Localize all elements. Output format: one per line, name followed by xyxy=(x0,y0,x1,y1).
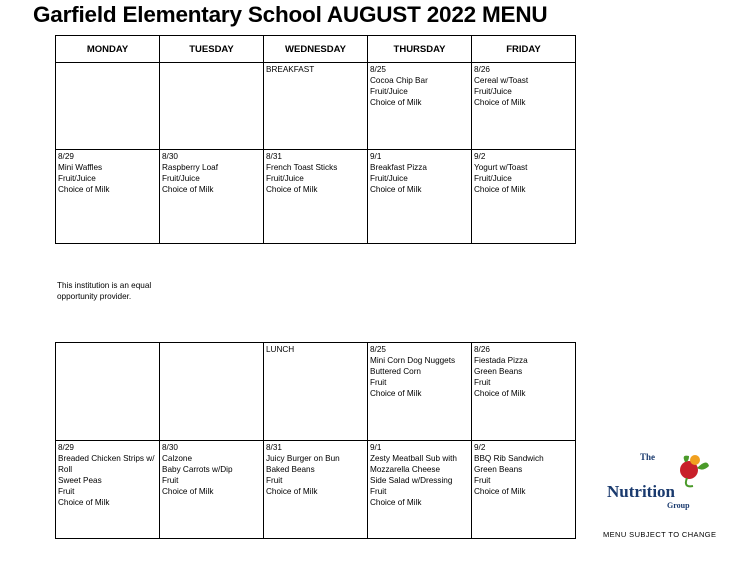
menu-item: BBQ Rib Sandwich xyxy=(474,454,544,463)
menu-item: Breaded Chicken Strips w/ xyxy=(58,454,155,463)
menu-cell-heading: 8/25 xyxy=(370,345,386,354)
menu-cell xyxy=(472,343,576,441)
menu-item: Green Beans xyxy=(474,465,523,474)
menu-item: Fruit/Juice xyxy=(474,87,512,96)
menu-change-note: MENU SUBJECT TO CHANGE xyxy=(603,530,717,539)
menu-item: Choice of Milk xyxy=(370,498,422,507)
menu-item: Fruit xyxy=(370,487,387,496)
menu-item: Fruit/Juice xyxy=(370,174,408,183)
menu-item: Side Salad w/Dressing xyxy=(370,476,453,485)
menu-cell-heading: LUNCH xyxy=(266,345,295,354)
menu-item: Sweet Peas xyxy=(58,476,102,485)
menu-cell xyxy=(472,150,576,244)
menu-cell xyxy=(264,343,368,441)
menu-cell-heading: 8/30 xyxy=(162,152,178,161)
menu-item: Fruit xyxy=(370,378,387,387)
menu-item: Raspberry Loaf xyxy=(162,163,218,172)
menu-item: Mini Corn Dog Nuggets xyxy=(370,356,456,365)
menu-item: Choice of Milk xyxy=(474,487,526,496)
menu-item: Cereal w/Toast xyxy=(474,76,529,85)
menu-item: Mini Waffles xyxy=(58,163,103,172)
menu-item: Choice of Milk xyxy=(58,498,110,507)
menu-item: Choice of Milk xyxy=(370,389,422,398)
menu-cell-heading: 8/31 xyxy=(266,443,282,452)
day-header-monday: MONDAY xyxy=(56,36,160,63)
menu-cell-heading: 8/29 xyxy=(58,152,74,161)
breakfast-week2-row xyxy=(56,150,576,244)
menu-item: Fruit xyxy=(474,378,491,387)
menu-cell-heading: 8/30 xyxy=(162,443,178,452)
menu-cell-heading: 8/26 xyxy=(474,345,490,354)
menu-item: Green Beans xyxy=(474,367,523,376)
menu-item: Fruit/Juice xyxy=(58,174,96,183)
logo-name-text: Nutrition xyxy=(607,482,675,501)
menu-cell xyxy=(160,63,264,150)
menu-cell-heading: BREAKFAST xyxy=(266,65,315,74)
menu-item: Fruit/Juice xyxy=(266,174,304,183)
logo-group-text: Group xyxy=(667,501,690,510)
lunch-menu-table xyxy=(55,342,576,539)
menu-item: Choice of Milk xyxy=(162,185,214,194)
lunch-week1-row xyxy=(56,343,576,441)
page-title: Garfield Elementary School AUGUST 2022 MENU xyxy=(33,2,548,27)
menu-item: Choice of Milk xyxy=(370,185,422,194)
menu-item: Mozzarella Cheese xyxy=(370,465,441,474)
lunch-week2-row xyxy=(56,441,576,539)
menu-item: Yogurt w/Toast xyxy=(474,163,528,172)
menu-item: Fiestada Pizza xyxy=(474,356,528,365)
menu-item: Calzone xyxy=(162,454,193,463)
menu-cell-heading: 8/25 xyxy=(370,65,386,74)
menu-item: Baked Beans xyxy=(266,465,315,474)
menu-cell-heading: 8/31 xyxy=(266,152,282,161)
menu-item: Fruit xyxy=(266,476,283,485)
day-header-tuesday: TUESDAY xyxy=(160,36,264,63)
menu-item: Choice of Milk xyxy=(266,487,318,496)
apple-icon xyxy=(675,452,711,492)
menu-cell xyxy=(56,441,160,539)
menu-item: Fruit xyxy=(58,487,75,496)
menu-item: Breakfast Pizza xyxy=(370,163,427,172)
menu-cell xyxy=(472,441,576,539)
day-header-thursday: THURSDAY xyxy=(368,36,472,63)
menu-cell xyxy=(264,441,368,539)
equal-opportunity-notice: This institution is an equal opportunity provider. xyxy=(57,281,152,301)
menu-item: Fruit/Juice xyxy=(474,174,512,183)
breakfast-menu-table xyxy=(55,35,576,244)
menu-item: Fruit/Juice xyxy=(370,87,408,96)
menu-cell xyxy=(56,343,160,441)
menu-cell xyxy=(160,343,264,441)
menu-cell xyxy=(368,150,472,244)
logo-the-text: The xyxy=(640,452,656,462)
menu-item: Juicy Burger on Bun xyxy=(266,454,340,463)
menu-cell xyxy=(160,441,264,539)
menu-cell xyxy=(368,343,472,441)
menu-cell-heading: 8/26 xyxy=(474,65,490,74)
day-header-friday: FRIDAY xyxy=(472,36,576,63)
menu-cell-heading: 9/1 xyxy=(370,152,382,161)
menu-item: Baby Carrots w/Dip xyxy=(162,465,233,474)
menu-item: Buttered Corn xyxy=(370,367,421,376)
menu-item: Cocoa Chip Bar xyxy=(370,76,428,85)
menu-item: Choice of Milk xyxy=(266,185,318,194)
menu-item: Choice of Milk xyxy=(474,98,526,107)
menu-item: Choice of Milk xyxy=(162,487,214,496)
menu-item: Choice of Milk xyxy=(58,185,110,194)
menu-cell xyxy=(56,150,160,244)
menu-cell xyxy=(264,150,368,244)
menu-cell xyxy=(368,441,472,539)
menu-cell-heading: 9/1 xyxy=(370,443,382,452)
nutrition-group-logo xyxy=(605,452,715,512)
menu-item: Choice of Milk xyxy=(474,185,526,194)
menu-cell xyxy=(56,63,160,150)
menu-item: Zesty Meatball Sub with xyxy=(370,454,457,463)
menu-cell-heading: 8/29 xyxy=(58,443,74,452)
menu-item: Choice of Milk xyxy=(474,389,526,398)
menu-item: Fruit/Juice xyxy=(162,174,200,183)
menu-item: Roll xyxy=(58,465,73,474)
menu-cell-heading: 9/2 xyxy=(474,152,486,161)
menu-cell xyxy=(368,63,472,150)
menu-item: Fruit xyxy=(474,476,491,485)
menu-cell xyxy=(264,63,368,150)
menu-cell-heading: 9/2 xyxy=(474,443,486,452)
menu-item: Choice of Milk xyxy=(370,98,422,107)
menu-cell xyxy=(472,63,576,150)
menu-cell xyxy=(160,150,264,244)
menu-item: French Toast Sticks xyxy=(266,163,338,172)
day-header-wednesday: WEDNESDAY xyxy=(264,36,368,63)
menu-item: Fruit xyxy=(162,476,179,485)
breakfast-week1-row xyxy=(56,63,576,150)
